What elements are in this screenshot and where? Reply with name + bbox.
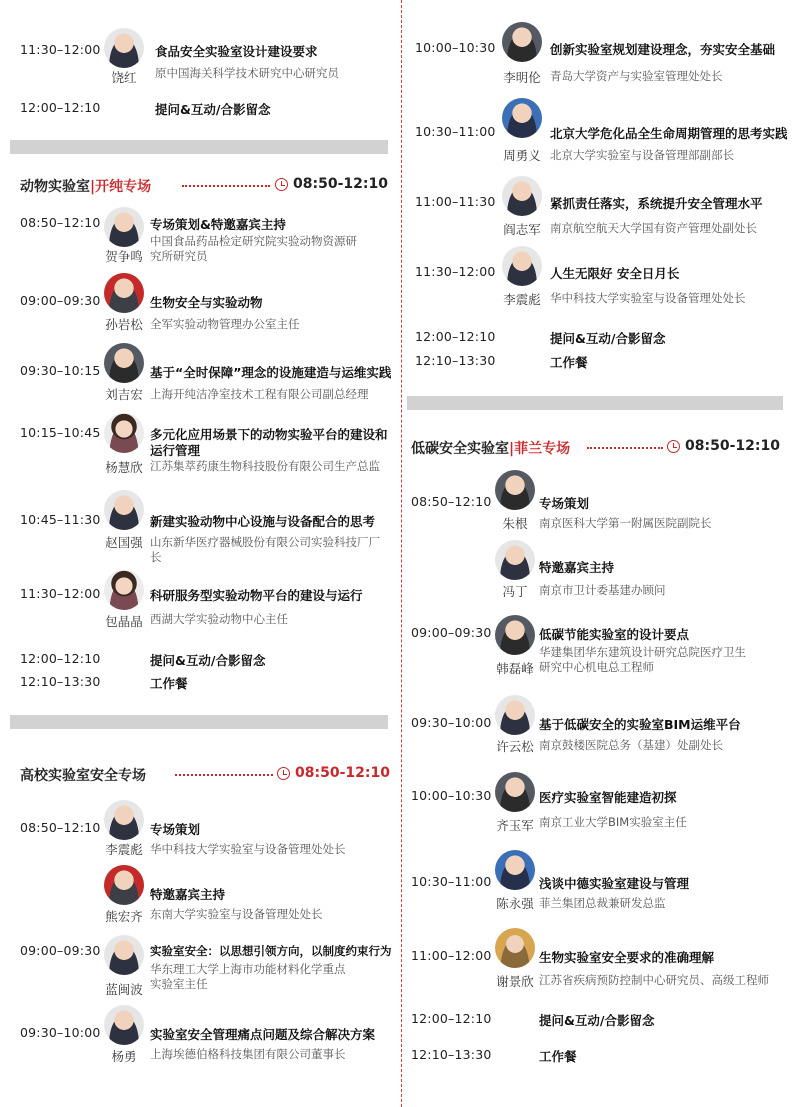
time-slot: 10:30–11:00 (411, 874, 492, 889)
talk-topic: 提问&互动/合影留念 (155, 102, 271, 117)
clock-icon (277, 767, 290, 780)
speaker-photo (104, 490, 144, 530)
time-slot: 11:30–12:00 (415, 264, 496, 279)
speaker-org: 华建集团华东建筑设计研究总院医疗卫生 (539, 645, 746, 659)
time-slot: 12:00–12:10 (411, 1011, 492, 1026)
section-title: 低碳安全实验室|菲兰专场 (411, 441, 571, 457)
time-slot: 12:10–13:30 (20, 674, 101, 689)
section-header (10, 765, 390, 785)
talk-topic: 基于“全时保障”理念的设施建造与运维实践 (150, 365, 392, 380)
speaker-name: 朱根 (502, 516, 528, 531)
speaker-name: 饶红 (111, 70, 137, 85)
talk-topic: 基于低碳安全的实验室BIM运维平台 (539, 717, 741, 732)
section-title: 高校实验室安全专场 (20, 768, 146, 784)
time-slot: 09:30–10:00 (20, 1025, 101, 1040)
talk-topic: 食品安全实验室设计建设要求 (155, 44, 318, 59)
time-slot: 08:50–12:10 (411, 494, 492, 509)
agenda-row (405, 928, 800, 988)
agenda-row (405, 353, 800, 371)
speaker-org: 北京大学实验室与设备管理部副部长 (550, 148, 734, 162)
agenda-row (10, 207, 390, 267)
time-slot: 11:00–11:30 (415, 194, 496, 209)
agenda-row (405, 850, 800, 910)
speaker-org: 实验室主任 (150, 977, 208, 991)
agenda-row (405, 176, 800, 236)
section-header (405, 438, 800, 458)
talk-topic: 低碳节能实验室的设计要点 (539, 627, 690, 642)
talk-topic: 创新实验室规划建设理念，夯实安全基础 (550, 42, 776, 57)
time-slot: 09:30–10:00 (411, 715, 492, 730)
speaker-name: 冯丁 (502, 584, 528, 599)
speaker-name: 陈永强 (496, 896, 534, 911)
speaker-org: 原中国海关科学技术研究中心研究员 (155, 66, 339, 80)
speaker-org: 南京市卫计委基建办顾问 (539, 583, 666, 597)
speaker-org: 究所研究员 (150, 249, 208, 263)
left-column (10, 0, 390, 1107)
talk-topic: 工作餐 (539, 1049, 577, 1064)
speaker-org: 菲兰集团总裁兼研发总监 (539, 896, 666, 910)
section-time: 08:50-12:10 (685, 438, 780, 454)
section-band (10, 140, 388, 154)
talk-topic: 提问&互动/合影留念 (539, 1013, 655, 1028)
agenda-row (10, 273, 390, 333)
speaker-name: 李震彪 (503, 292, 541, 307)
agenda-row (10, 1005, 390, 1065)
speaker-photo (104, 800, 144, 840)
agenda-row (10, 490, 390, 564)
speaker-photo (495, 540, 535, 580)
agenda-row (10, 674, 390, 692)
talk-topic: 医疗实验室智能建造初探 (539, 790, 677, 805)
speaker-name: 贺争鸣 (105, 249, 143, 264)
section-time: 08:50-12:10 (295, 765, 390, 781)
talk-topic: 生物实验室安全要求的准确理解 (539, 950, 715, 965)
talk-topic: 工作餐 (150, 676, 188, 691)
speaker-org: 上海埃德伯格科技集团有限公司董事长 (150, 1047, 346, 1061)
agenda-row (405, 615, 800, 675)
speaker-photo (104, 935, 144, 975)
time-slot: 12:10–13:30 (415, 353, 496, 368)
speaker-photo (495, 615, 535, 655)
speaker-photo (502, 22, 542, 62)
speaker-photo (495, 772, 535, 812)
speaker-name: 熊宏齐 (105, 909, 143, 924)
speaker-org: 上海开纯洁净室技术工程有限公司副总经理 (150, 387, 369, 401)
section-band (10, 715, 388, 729)
time-slot: 12:00–12:10 (415, 329, 496, 344)
clock-icon (667, 440, 680, 453)
speaker-photo (104, 570, 144, 610)
agenda-row (10, 800, 390, 860)
time-slot: 09:00–09:30 (20, 943, 101, 958)
agenda-row (10, 100, 390, 118)
right-column (405, 0, 800, 1107)
speaker-photo (104, 343, 144, 383)
speaker-org: 研究中心机电总工程师 (539, 660, 654, 674)
agenda-row (10, 651, 390, 669)
speaker-org: 江苏集萃药康生物科技股份有限公司生产总监 (150, 459, 380, 473)
talk-topic: 北京大学危化品全生命周期管理的思考实践 (550, 126, 788, 141)
speaker-org: 东南大学实验室与设备管理处处长 (150, 907, 323, 921)
talk-topic: 专场策划 (539, 496, 590, 511)
speaker-photo (104, 1005, 144, 1045)
speaker-photo (495, 470, 535, 510)
speaker-org: 青岛大学资产与实验室管理处处长 (550, 69, 723, 83)
speaker-org: 江苏省疾病预防控制中心研究员、高级工程师 (539, 973, 769, 987)
section-time: 08:50-12:10 (293, 176, 388, 192)
agenda-row (405, 772, 800, 832)
section-header (10, 176, 390, 196)
time-slot: 10:15–10:45 (20, 425, 101, 440)
speaker-name: 杨慧欣 (105, 460, 143, 475)
agenda-row (405, 540, 800, 600)
speaker-org: 华中科技大学实验室与设备管理处处长 (550, 291, 746, 305)
speaker-name: 齐玉军 (496, 818, 534, 833)
talk-topic: 人生无限好 安全日月长 (550, 266, 680, 281)
time-slot: 09:00–09:30 (411, 625, 492, 640)
talk-topic: 生物安全与实验动物 (150, 295, 263, 310)
time-slot: 08:50–12:10 (20, 215, 101, 230)
speaker-org: 华东理工大学上海市功能材料化学重点 (150, 962, 346, 976)
speaker-photo (104, 273, 144, 313)
time-slot: 11:30–12:00 (20, 42, 101, 57)
agenda-row (10, 343, 390, 403)
agenda-row (405, 329, 800, 347)
speaker-org: 华中科技大学实验室与设备管理处处长 (150, 842, 346, 856)
talk-topic: 多元化应用场景下的动物实验平台的建设和 (150, 427, 388, 442)
talk-topic: 紧抓责任落实，系统提升安全管理水平 (550, 196, 763, 211)
speaker-photo (502, 176, 542, 216)
speaker-org: 南京航空航天大学国有资产管理处副处长 (550, 221, 757, 235)
clock-icon (275, 178, 288, 191)
speaker-org: 全军实验动物管理办公室主任 (150, 317, 300, 331)
agenda-row (405, 98, 800, 163)
agenda-row (10, 413, 390, 473)
agenda-row (10, 28, 390, 88)
dotted-line (175, 774, 273, 776)
time-slot: 11:00–12:00 (411, 948, 492, 963)
column-divider (401, 0, 402, 1107)
speaker-name: 李明伦 (503, 70, 541, 85)
speaker-photo (104, 207, 144, 247)
time-slot: 09:00–09:30 (20, 293, 101, 308)
speaker-photo (104, 865, 144, 905)
speaker-photo (104, 413, 144, 453)
agenda-row (10, 935, 390, 995)
speaker-photo (495, 928, 535, 968)
time-slot: 10:00–10:30 (411, 788, 492, 803)
speaker-name: 周勇义 (503, 148, 541, 163)
speaker-name: 孙岩松 (105, 317, 143, 332)
speaker-org: 南京鼓楼医院总务（基建）处副处长 (539, 738, 723, 752)
agenda-row (405, 1011, 800, 1029)
speaker-photo (502, 98, 542, 138)
time-slot: 12:00–12:10 (20, 100, 101, 115)
time-slot: 10:00–10:30 (415, 40, 496, 55)
speaker-photo (495, 850, 535, 890)
speaker-org: 南京医科大学第一附属医院副院长 (539, 516, 712, 530)
talk-topic: 特邀嘉宾主持 (539, 560, 615, 575)
speaker-org: 西湖大学实验动物中心主任 (150, 612, 288, 626)
speaker-name: 韩磊峰 (496, 661, 534, 676)
talk-topic: 科研服务型实验动物平台的建设与运行 (150, 588, 363, 603)
dotted-line (587, 447, 663, 449)
speaker-name: 刘吉宏 (105, 387, 143, 402)
time-slot: 10:45–11:30 (20, 512, 101, 527)
talk-topic: 工作餐 (550, 355, 588, 370)
talk-topic: 专场策划 (150, 822, 201, 837)
talk-topic: 提问&互动/合影留念 (550, 331, 666, 346)
agenda-row (10, 570, 390, 630)
talk-topic: 实验室安全管理痛点问题及综合解决方案 (150, 1027, 376, 1042)
agenda-row (405, 695, 800, 755)
speaker-org: 中国食品药品检定研究院实验动物资源研 (150, 234, 357, 248)
speaker-org: 南京工业大学BIM实验室主任 (539, 815, 687, 829)
section-title: 动物实验室|开纯专场 (20, 179, 152, 195)
agenda-row (405, 246, 800, 306)
agenda-row (405, 470, 800, 530)
talk-topic: 专场策划&特邀嘉宾主持 (150, 217, 286, 232)
speaker-name: 杨勇 (111, 1049, 137, 1064)
agenda-row (405, 1047, 800, 1065)
speaker-photo (495, 695, 535, 735)
talk-topic: 实验室安全：以思想引领方向，以制度约束行为 (150, 944, 392, 958)
speaker-name: 赵国强 (105, 535, 143, 550)
time-slot: 12:00–12:10 (20, 651, 101, 666)
speaker-name: 包晶晶 (105, 614, 143, 629)
time-slot: 10:30–11:00 (415, 124, 496, 139)
talk-topic: 浅谈中德实验室建设与管理 (539, 876, 690, 891)
speaker-org: 山东新华医疗器械股份有限公司实验科技厂厂长 (150, 535, 380, 564)
agenda-row (10, 865, 390, 925)
section-band (407, 396, 783, 410)
talk-topic: 特邀嘉宾主持 (150, 887, 226, 902)
time-slot: 12:10–13:30 (411, 1047, 492, 1062)
speaker-name: 李震彪 (105, 842, 143, 857)
time-slot: 08:50–12:10 (20, 820, 101, 835)
speaker-name: 许云松 (496, 739, 534, 754)
speaker-name: 阎志军 (503, 222, 541, 237)
time-slot: 11:30–12:00 (20, 586, 101, 601)
dotted-line (182, 185, 270, 187)
talk-topic: 新建实验动物中心设施与设备配合的思考 (150, 514, 376, 529)
speaker-name: 蓝闽波 (105, 982, 143, 997)
talk-topic: 提问&互动/合影留念 (150, 653, 266, 668)
speaker-photo (502, 246, 542, 286)
talk-topic-continued: 运行管理 (150, 443, 201, 458)
agenda-row (405, 22, 800, 85)
speaker-photo (104, 28, 144, 68)
speaker-name: 谢景欣 (496, 974, 534, 989)
time-slot: 09:30–10:15 (20, 363, 101, 378)
